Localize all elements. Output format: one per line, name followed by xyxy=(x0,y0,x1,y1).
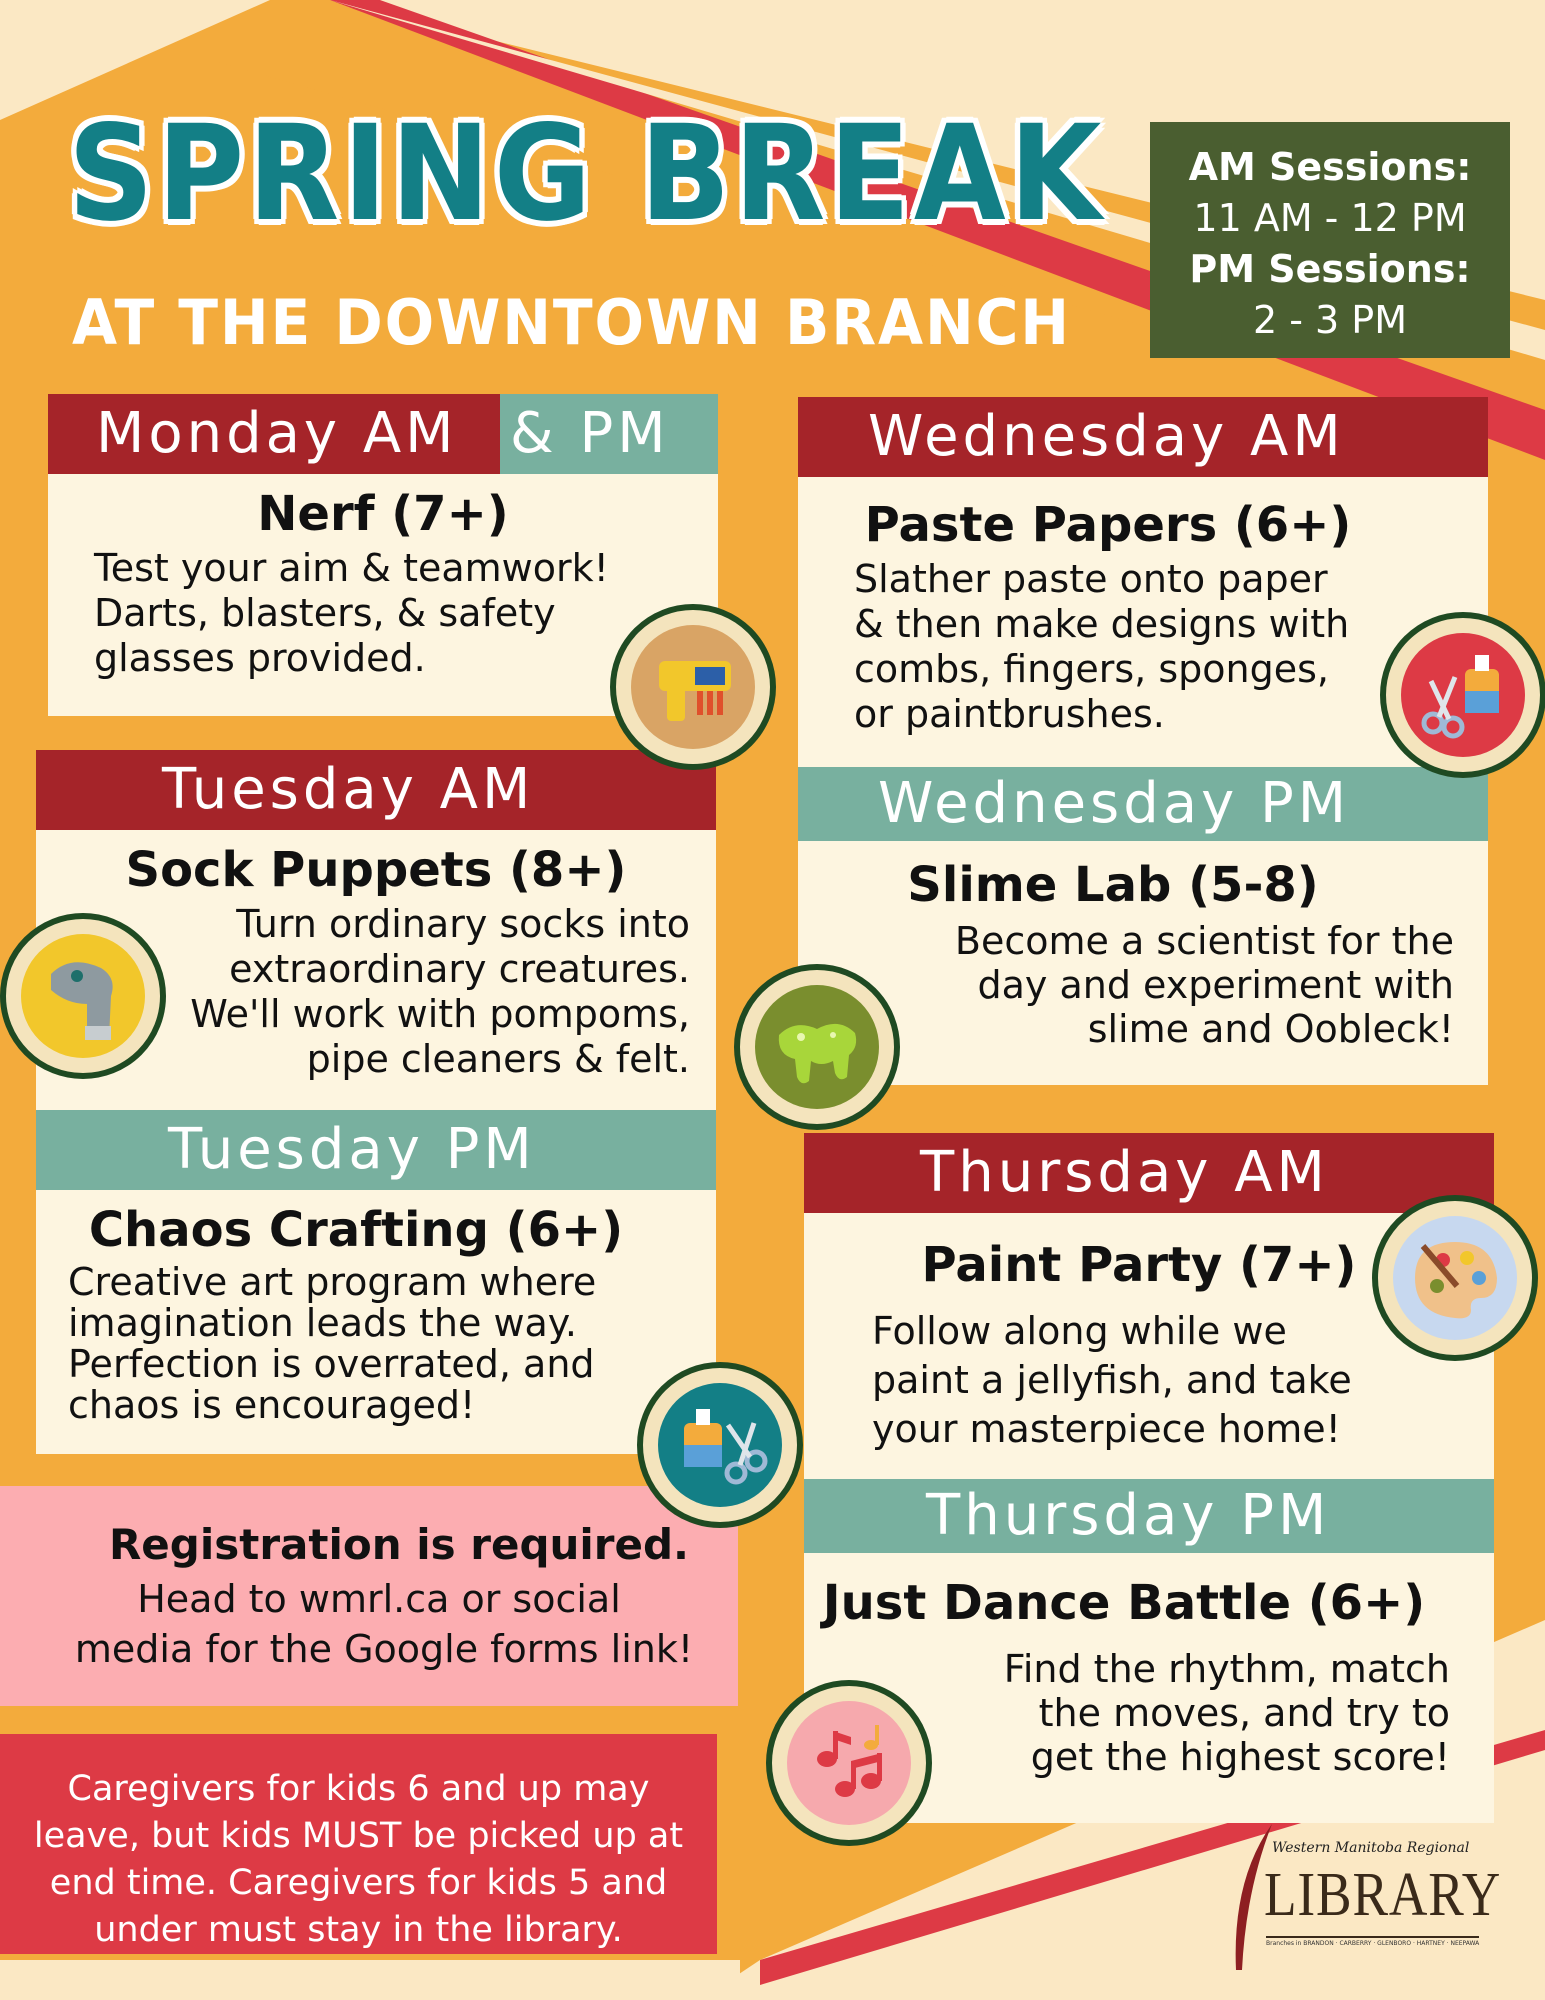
page-subtitle: AT THE DOWNTOWN BRANCH xyxy=(72,286,1071,359)
day-label: Thursday AM xyxy=(920,1140,1329,1205)
notice-line: Caregivers for kids 6 and up may xyxy=(67,1769,650,1809)
day-label: Wednesday PM xyxy=(878,771,1351,836)
desc-line: Creative art program where xyxy=(68,1260,597,1304)
program-title: Just Dance Battle (6+) xyxy=(822,1575,1426,1631)
pm-sessions-label: PM Sessions: xyxy=(1189,247,1471,291)
day-header xyxy=(804,1479,1494,1553)
desc-line: chaos is encouraged! xyxy=(68,1383,476,1427)
notice-line: leave, but kids MUST be picked up at xyxy=(33,1816,684,1856)
palette-icon xyxy=(1372,1195,1538,1361)
desc-line: slime and Oobleck! xyxy=(1087,1007,1454,1051)
notice-line: under must stay in the library. xyxy=(94,1910,623,1950)
registration-title: Registration is required. xyxy=(108,1520,690,1569)
day-header xyxy=(798,767,1488,841)
day-label: Wednesday AM xyxy=(868,404,1345,469)
glue-scissors-icon xyxy=(1380,612,1545,778)
program-title: Nerf (7+) xyxy=(257,486,509,542)
day-header xyxy=(36,750,716,830)
library-logo xyxy=(1222,1820,1502,1990)
desc-line: Test your aim & teamwork! xyxy=(94,546,609,590)
desc-line: & then make designs with xyxy=(854,602,1350,646)
program-title: Sock Puppets (8+) xyxy=(125,842,627,898)
am-sessions-label: AM Sessions: xyxy=(1188,145,1472,189)
desc-line: We'll work with pompoms, xyxy=(190,992,690,1036)
program-card-wednesday-pm xyxy=(798,767,1488,1085)
notice-line: end time. Caregivers for kids 5 and xyxy=(49,1863,668,1903)
desc-line: Slather paste onto paper xyxy=(854,557,1328,601)
day-label: Tuesday AM xyxy=(162,757,535,822)
desc-line: day and experiment with xyxy=(977,963,1454,1007)
desc-line: imagination leads the way. xyxy=(68,1301,577,1345)
day-header xyxy=(48,394,500,474)
day-label: Monday AM xyxy=(96,401,458,466)
day-header-pm xyxy=(500,394,718,474)
desc-line: pipe cleaners & felt. xyxy=(306,1037,690,1081)
logo-branches: Branches in BRANDON · CARBERRY · GLENBORO · HARTNEY · NEEPAWA xyxy=(1266,1936,1479,1947)
day-header xyxy=(36,1110,716,1190)
program-card-tuesday-pm xyxy=(36,1110,716,1454)
pm-sessions-time: 2 - 3 PM xyxy=(1252,298,1407,342)
am-sessions-time: 11 AM - 12 PM xyxy=(1193,196,1467,240)
blaster-icon xyxy=(610,604,776,770)
desc-line: or paintbrushes. xyxy=(854,692,1165,736)
desc-line: extraordinary creatures. xyxy=(229,947,690,991)
day-header xyxy=(798,397,1488,477)
desc-line: the moves, and try to xyxy=(1038,1691,1450,1735)
caregivers-notice xyxy=(0,1734,717,1954)
program-description xyxy=(36,1262,716,1426)
desc-line: your masterpiece home! xyxy=(872,1407,1341,1451)
music-notes-icon xyxy=(766,1680,932,1846)
desc-line: combs, fingers, sponges, xyxy=(854,647,1329,691)
day-header xyxy=(804,1133,1494,1213)
slime-icon xyxy=(734,964,900,1130)
desc-line: Follow along while we xyxy=(872,1309,1287,1353)
day-label: Thursday PM xyxy=(926,1483,1331,1548)
logo-name: LIBRARY xyxy=(1264,1861,1502,1929)
desc-line: Find the rhythm, match xyxy=(1003,1647,1450,1691)
desc-line: glasses provided. xyxy=(94,636,426,680)
desc-line: Become a scientist for the xyxy=(954,919,1454,963)
logo-script: Western Manitoba Regional xyxy=(1272,1840,1470,1856)
sock-puppet-icon xyxy=(0,913,166,1079)
registration-box xyxy=(0,1486,738,1706)
registration-line: Head to wmrl.ca or social xyxy=(137,1577,621,1621)
day-label: Tuesday PM xyxy=(168,1117,536,1182)
program-title: Slime Lab (5-8) xyxy=(907,857,1319,913)
desc-line: Perfection is overrated, and xyxy=(68,1342,595,1386)
registration-line: media for the Google forms link! xyxy=(74,1627,694,1671)
page-title: SPRING BREAK xyxy=(68,97,1105,251)
program-title: Paint Party (7+) xyxy=(921,1237,1357,1293)
program-description xyxy=(798,919,1488,1051)
glue-scissors-icon xyxy=(637,1362,803,1528)
desc-line: Darts, blasters, & safety xyxy=(94,591,556,635)
desc-line: paint a jellyfish, and take xyxy=(872,1358,1352,1402)
session-times-box xyxy=(1150,122,1510,358)
day-label-pm: & PM xyxy=(510,401,670,466)
desc-line: Turn ordinary socks into xyxy=(236,902,690,946)
program-title: Paste Papers (6+) xyxy=(864,497,1352,553)
desc-line: get the highest score! xyxy=(1030,1735,1450,1779)
program-title: Chaos Crafting (6+) xyxy=(88,1202,624,1258)
